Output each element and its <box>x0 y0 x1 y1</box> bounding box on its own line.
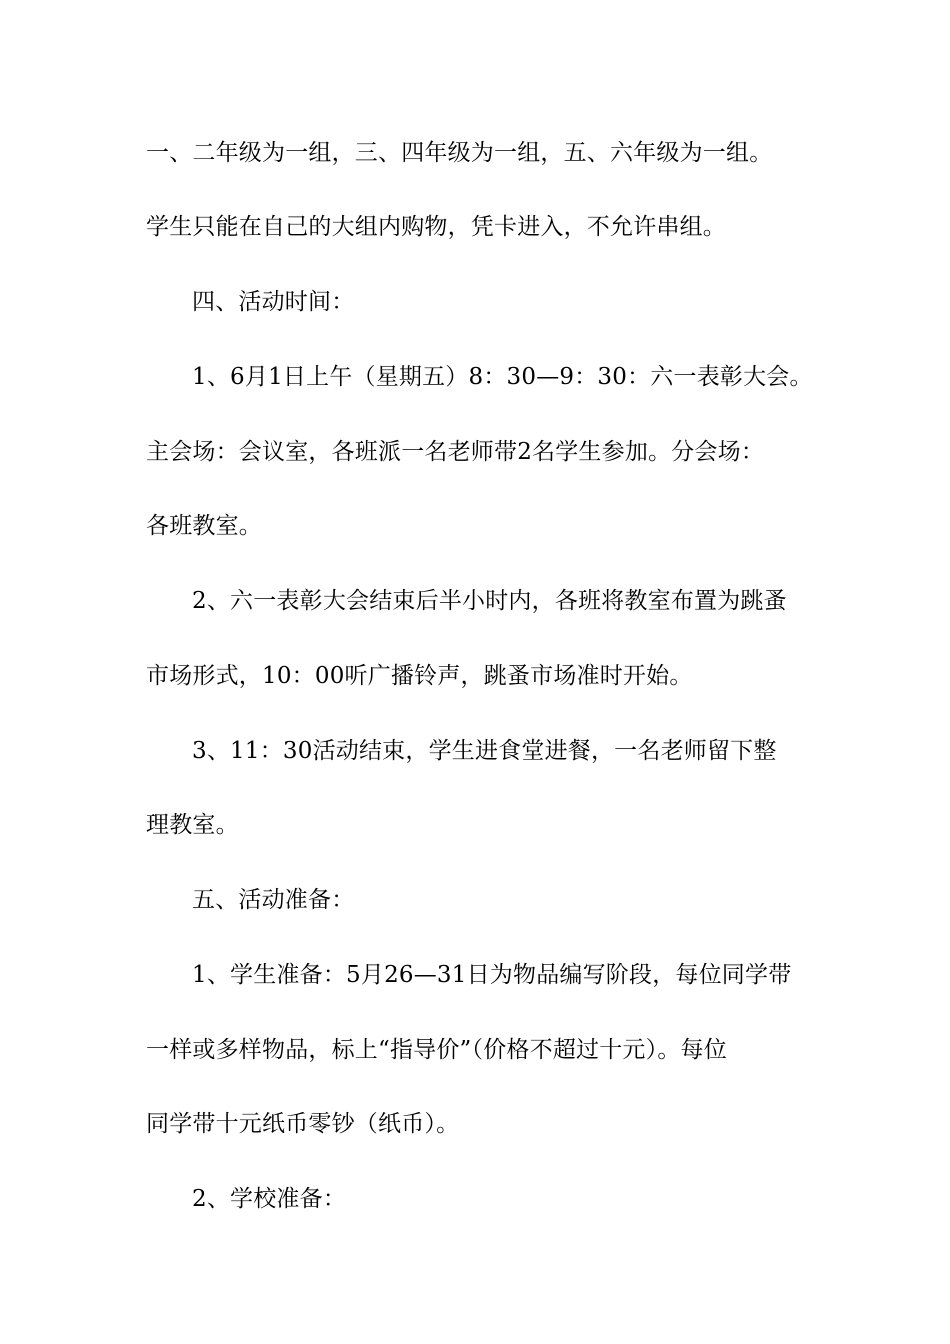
time-item-1-line-1: 1、6月1日上午（星期五）8：30—9：30：六一表彰大会。 <box>192 364 813 390</box>
time-item-3-line-2: 理教室。 <box>146 812 239 838</box>
prep-item-1-line-1: 1、学生准备：5月26—31日为物品编写阶段，每位同学带 <box>192 962 792 988</box>
time-item-1-line-3: 各班教室。 <box>146 513 262 539</box>
time-item-2-line-1: 2、六一表彰大会结束后半小时内，各班将教室布置为跳蚤 <box>192 588 787 614</box>
prep-item-2-line-1: 2、学校准备： <box>192 1186 347 1212</box>
section-heading-activity-time: 四、活动时间： <box>192 289 355 315</box>
time-item-3-line-1: 3、11：30活动结束，学生进食堂进餐，一名老师留下整 <box>192 738 777 764</box>
time-item-1-line-2: 主会场：会议室，各班派一名老师带2名学生参加。分会场： <box>146 439 765 465</box>
prep-item-1-line-2: 一样或多样物品，标上“指导价”（价格不超过十元）。每位 <box>146 1037 727 1063</box>
paragraph-grouping-line-1: 一、二年级为一组，三、四年级为一组，五、六年级为一组。 <box>146 140 773 166</box>
time-item-2-line-2: 市场形式，10：00听广播铃声，跳蚤市场准时开始。 <box>146 663 693 689</box>
prep-item-1-line-3: 同学带十元纸币零钞（纸币）。 <box>146 1111 460 1137</box>
section-heading-activity-preparation: 五、活动准备： <box>192 887 355 913</box>
paragraph-grouping-line-2: 学生只能在自己的大组内购物，凭卡进入，不允许串组。 <box>146 214 726 240</box>
